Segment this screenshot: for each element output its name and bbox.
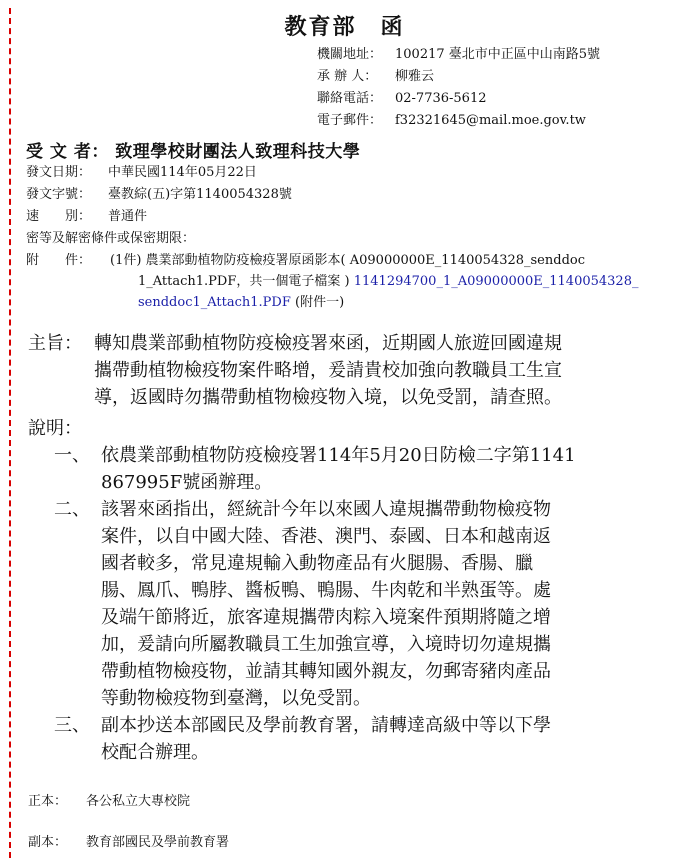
recipient-label: 受 文 者：	[26, 142, 109, 162]
sender-address: 100217 臺北市中正區中山南路5號	[395, 47, 601, 62]
document-meta	[26, 162, 292, 250]
issue-date: 中華民國114年05月22日	[108, 165, 257, 180]
sender-contact-row: 承 辦 人： 柳雅云	[317, 69, 435, 84]
sender-email-row: 電子郵件： f32321645@mail.moe.gov.tw	[317, 113, 586, 128]
original-recipients: 正本： 各公私立大專校院	[28, 794, 191, 809]
issuing-agency: 教育部	[284, 14, 357, 40]
sender-email: f32321645@mail.moe.gov.tw	[395, 113, 586, 128]
recipient	[26, 137, 360, 162]
carbon-copy-recipients: 副本： 教育部國民及學前教育署	[28, 835, 230, 850]
classification-row: 密等及解密條件或保密期限：	[26, 231, 196, 246]
document-number: 臺教綜(五)字第1140054328號	[108, 187, 292, 202]
priority: 普通件	[108, 209, 148, 224]
sender-contact-person: 柳雅云	[395, 69, 435, 84]
document-type: 函	[380, 14, 405, 40]
sender-info	[317, 44, 600, 132]
recipient-name: 致理學校財團法人致理科技大學	[115, 142, 361, 162]
attachment-link[interactable]: 1141294700_1_A09000000E_1140054328_	[353, 274, 639, 289]
issue-date-row: 發文日期： 中華民國114年05月22日	[26, 165, 257, 180]
document-number-row: 發文字號： 臺教綜(五)字第1140054328號	[26, 187, 292, 202]
attachment-label: 附 件：	[26, 253, 92, 268]
document-title	[0, 10, 689, 41]
sender-address-row: 機關地址： 100217 臺北市中正區中山南路5號	[317, 47, 601, 62]
sender-phone-row: 聯絡電話： 02-7736-5612	[317, 91, 487, 106]
attachment-link-cont[interactable]: senddoc1_Attach1.PDF	[138, 295, 291, 310]
explanation-label: 說明：	[28, 418, 82, 439]
priority-row: 速 別： 普通件	[26, 209, 148, 224]
margin-dashed-line	[9, 8, 11, 858]
sender-phone: 02-7736-5612	[395, 91, 487, 106]
subject-label: 主旨：	[28, 333, 82, 354]
